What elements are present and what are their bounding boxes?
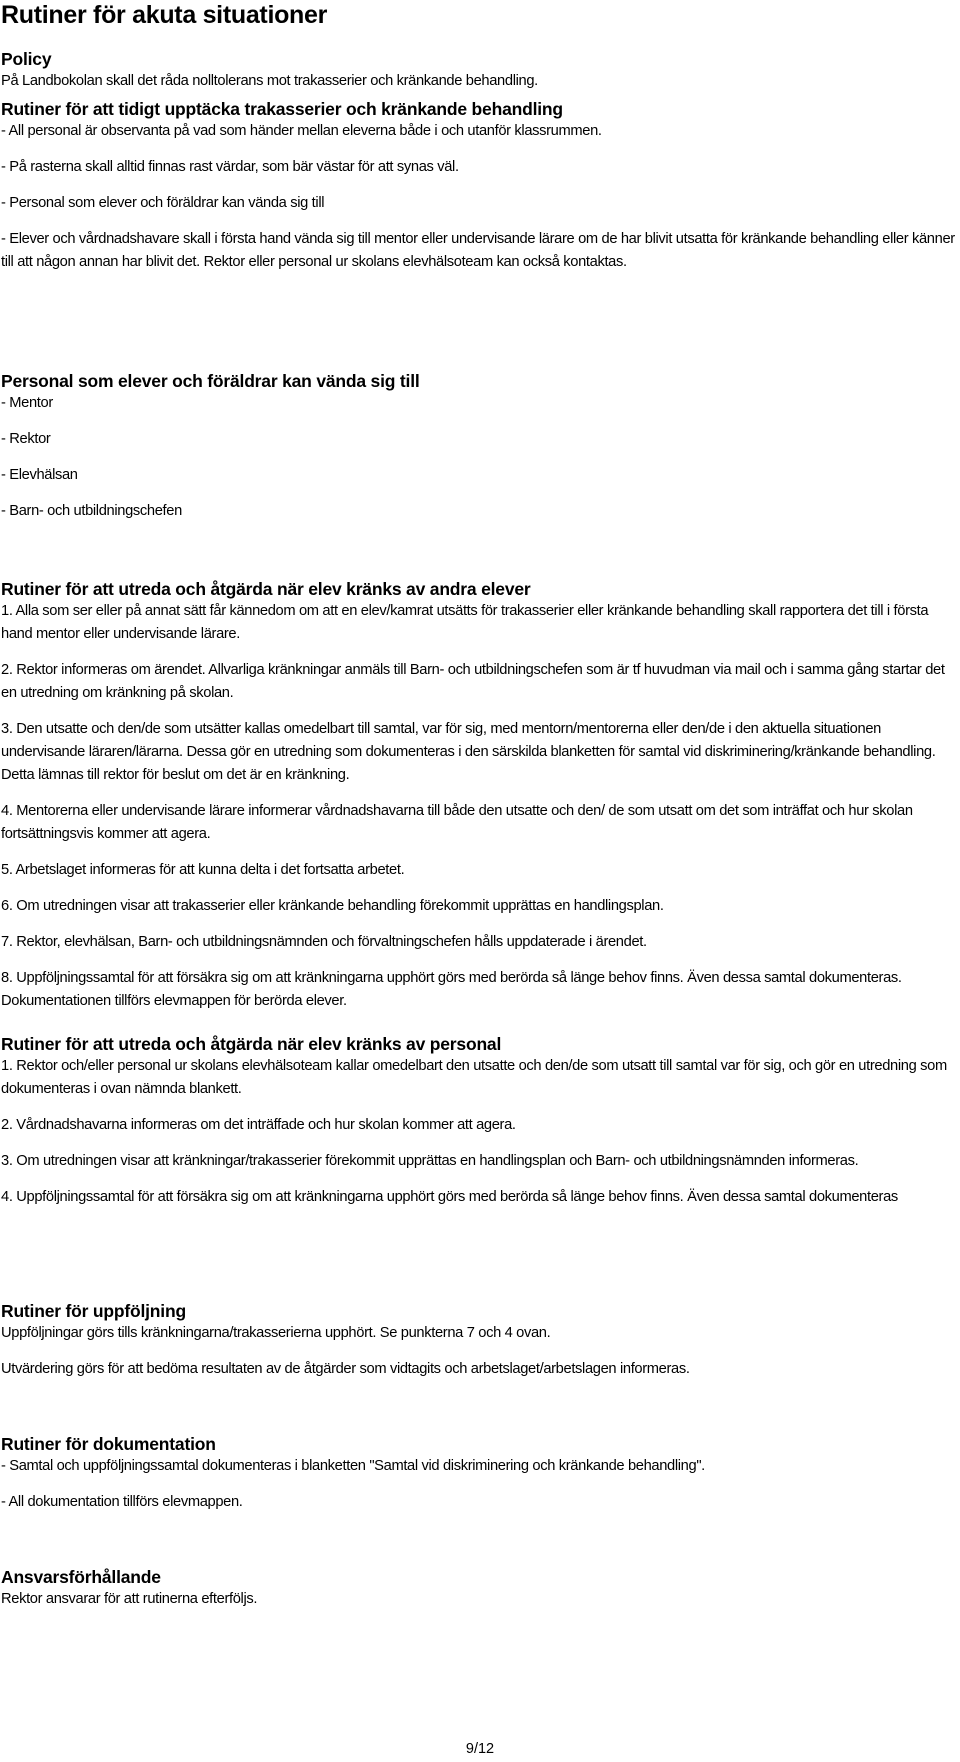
paragraph: - All dokumentation tillförs elevmappen.: [1, 1494, 243, 1510]
paragraph: - Samtal och uppföljningssamtal dokumenteras i blanketten "Samtal vid diskriminering och kränkande behandling".: [1, 1458, 705, 1474]
section-heading: Personal som elever och föräldrar kan vända sig till: [1, 371, 420, 391]
paragraph: - Elever och vårdnadshavare skall i första hand vända sig till mentor eller undervisande lärare om de har blivit utsatta för kränkande behandling eller känner till att någon annan har blivit det. Rektor eller personal ur skolans elevhälsoteam kan också kontaktas.: [1, 231, 955, 270]
paragraph: 2. Rektor informeras om ärendet. Allvarliga kränkningar anmäls till Barn- och utbildningschefen som är tf huvudman via mail och i samma gång startar det en utredning om kränkning på skolan.: [1, 662, 945, 701]
paragraph: 3. Om utredningen visar att kränkningar/trakasserier förekommit upprättas en handlingsplan och Barn- och utbildningsnämnden informeras.: [1, 1153, 859, 1169]
section-heading: Rutiner för uppföljning: [1, 1301, 186, 1321]
paragraph: 5. Arbetslaget informeras för att kunna delta i det fortsatta arbetet.: [1, 862, 405, 878]
paragraph: 4. Mentorerna eller undervisande lärare informerar vårdnadshavarna till både den utsatte och den/ de som utsatt om det som inträffat och hur skolan fortsättningsvis kommer att agera.: [1, 803, 913, 842]
section-documentation: [1, 1433, 956, 1514]
section-heading: Rutiner för att utreda och åtgärda när elev kränks av andra elever: [1, 579, 531, 599]
paragraph: 4. Uppföljningssamtal för att försäkra sig om att kränkningarna upphört görs med berörda så länge behov finns. Även dessa samtal dokumenteras: [1, 1189, 898, 1205]
paragraph: 7. Rektor, elevhälsan, Barn- och utbildningsnämnden och förvaltningschefen hålls uppdaterade i ärendet.: [1, 934, 647, 950]
list-item: - Rektor: [1, 431, 51, 447]
section-heading: Rutiner för att tidigt upptäcka trakasserier och kränkande behandling: [1, 99, 563, 119]
section-policy: [1, 48, 956, 93]
list-item: - Barn- och utbildningschefen: [1, 503, 182, 519]
section-heading: Rutiner för att utreda och åtgärda när elev kränks av personal: [1, 1034, 502, 1054]
paragraph: Rektor ansvarar för att rutinerna efterföljs.: [1, 1591, 258, 1607]
paragraph: 1. Rektor och/eller personal ur skolans elevhälsoteam kallar omedelbart den utsatte och den/de som utsatt till samtal var för sig, och gör en utredning som dokumenteras i ovan nämnda blankett.: [1, 1058, 947, 1097]
paragraph: På Landbokolan skall det råda nolltolerans mot trakasserier och kränkande behandling.: [1, 73, 538, 89]
section-responsibility: [1, 1566, 956, 1611]
section-early-detection: [1, 98, 956, 274]
paragraph: Uppföljningar görs tills kränkningarna/trakasserierna upphört. Se punkterna 7 och 4 ovan.: [1, 1325, 551, 1341]
section-heading: Policy: [1, 49, 52, 69]
section-student-offended-by-staff: [1, 1033, 956, 1209]
paragraph: 3. Den utsatte och den/de som utsätter kallas omedelbart till samtal, var för sig, med mentorn/mentorerna eller den/de i den aktuella situationen undervisande läraren/lärarna. Dessa gör en utredning som dokumenteras i den särskilda blanketten för samtal vid diskriminering/kränkande behandling. Detta lämnas till rektor för beslut om det är en kränkning.: [1, 721, 936, 783]
section-heading: Rutiner för dokumentation: [1, 1434, 216, 1454]
paragraph: 2. Vårdnadshavarna informeras om det inträffade och hur skolan kommer att agera.: [1, 1117, 516, 1133]
page-number: 9/12: [465, 1741, 495, 1757]
section-heading: Ansvarsförhållande: [1, 1567, 161, 1587]
paragraph: 1. Alla som ser eller på annat sätt får kännedom om att en elev/kamrat utsätts för trakasserier eller kränkande behandling skall rapportera det till i första hand mentor eller undervisande lärare.: [1, 603, 929, 642]
section-contacts: [1, 370, 956, 523]
paragraph: - På rasterna skall alltid finnas rast värdar, som bär västar för att synas väl.: [1, 159, 459, 175]
document-title: Rutiner för akuta situationer: [1, 1, 328, 29]
section-student-offended-by-students: [1, 578, 956, 1013]
section-follow-up: [1, 1300, 956, 1381]
paragraph: Utvärdering görs för att bedöma resultaten av de åtgärder som vidtagits och arbetslaget/arbetslagen informeras.: [1, 1361, 690, 1377]
list-item: - Elevhälsan: [1, 467, 78, 483]
paragraph: 8. Uppföljningssamtal för att försäkra sig om att kränkningarna upphört görs med berörda så länge behov finns. Även dessa samtal dokumenteras. Dokumentationen tillförs elevmappen för berörda elever.: [1, 970, 902, 1009]
paragraph: 6. Om utredningen visar att trakasserier eller kränkande behandling förekommit upprättas en handlingsplan.: [1, 898, 664, 914]
paragraph: - Personal som elever och föräldrar kan vända sig till: [1, 195, 325, 211]
list-item: - Mentor: [1, 395, 53, 411]
paragraph: - All personal är observanta på vad som händer mellan eleverna både i och utanför klassrummen.: [1, 123, 602, 139]
